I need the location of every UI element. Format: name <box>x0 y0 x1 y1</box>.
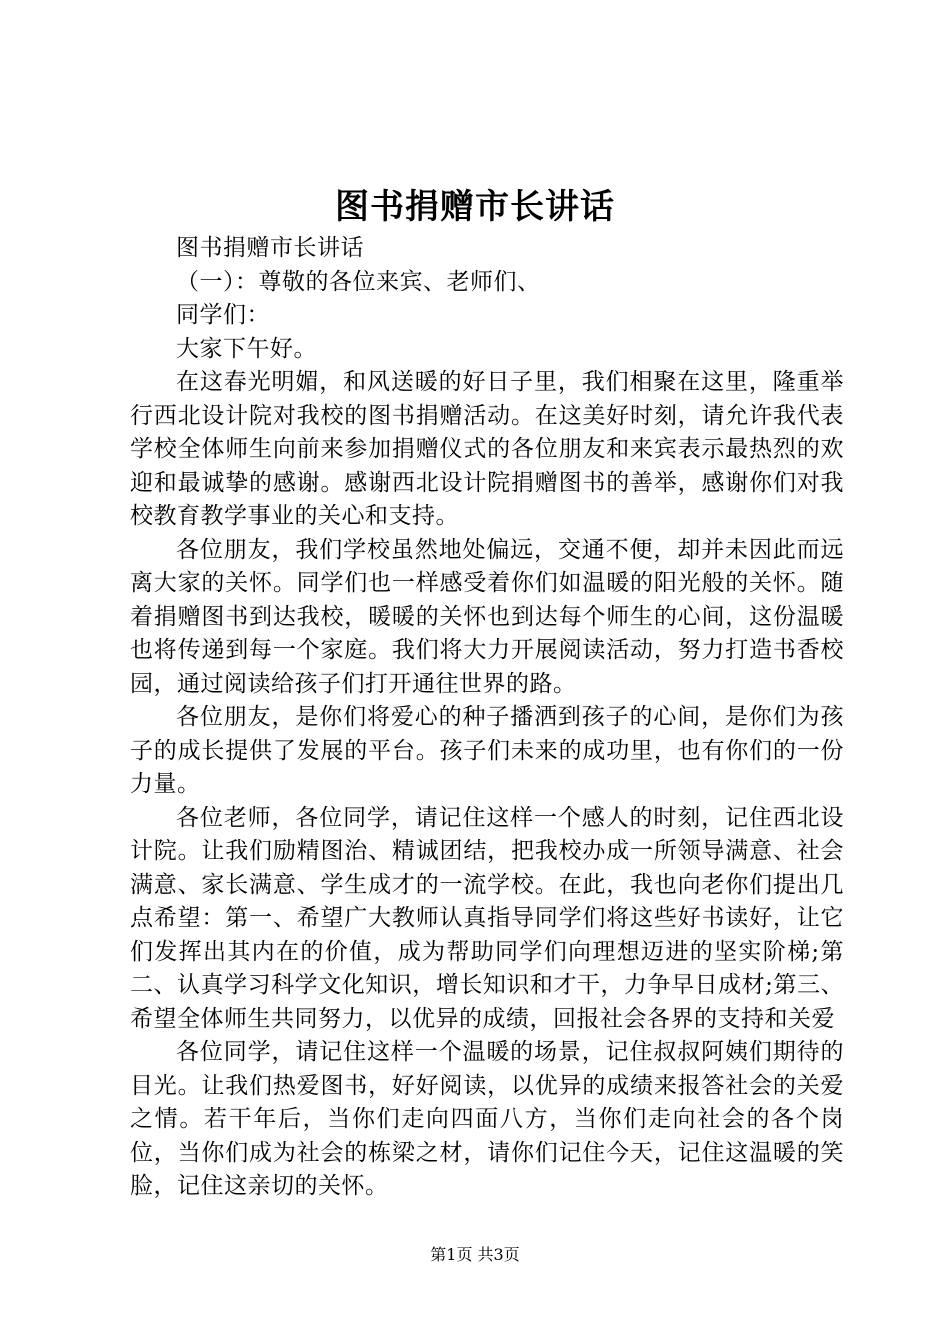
paragraph-body: 各位朋友，我们学校虽然地处偏远，交通不便，却并未因此而远离大家的关怀。同学们也一样感受着你们如温暖的阳光般的关怀。随着捐赠图书到达我校，暖暖的关怀也到达每个师生的心间，这份温暖也将传递到每一个家庭。我们将大力开展阅读活动，努力打造书香校园，通过阅读给孩子们打开通往世界的路。 <box>130 536 844 697</box>
document-title: 图书捐赠市长讲话 <box>335 187 615 227</box>
paragraph-salutation-continued: 同学们： <box>176 302 270 328</box>
page-number-footer: 第1页 共3页 <box>430 1245 520 1264</box>
paragraph-body: 在这春光明媚，和风送暖的好日子里，我们相聚在这里，隆重举行西北设计院对我校的图书捐赠活动。在这美好时刻，请允许我代表学校全体师生向前来参加捐赠仪式的各位朋友和来宾表示最热烈的欢迎和最诚挚的感谢。感谢西北设计院捐赠图书的善举，感谢你们对我校教育教学事业的关心和支持。 <box>130 369 844 529</box>
paragraph-subtitle: 图书捐赠市长讲话 <box>176 235 364 261</box>
paragraph-body: 各位老师，各位同学，请记住这样一个感人的时刻，记住西北设计院。让我们励精图治、精诚团结，把我校办成一所领导满意、社会满意、家长满意、学生成才的一流学校。在此，我也向老你们提出几点希望：第一、希望广大教师认真指导同学们将这些好书读好，让它们发挥出其内在的价值，成为帮助同学们向理想迈进的坚实阶梯;第二、认真学习科学文化知识，增长知识和才干，力争早日成材;第三、希望全体师生共同努力，以优异的成绩，回报社会各界的支持和关爱 <box>130 804 844 1032</box>
paragraph-body: 各位同学，请记住这样一个温暖的场景，记住叔叔阿姨们期待的目光。让我们热爱图书，好好阅读，以优异的成绩来报答社会的关爱之情。若干年后，当你们走向四面八方，当你们走向社会的各个岗位，当你们成为社会的栋梁之材，请你们记住今天，记住这温暖的笑脸，记住这亲切的关怀。 <box>130 1039 844 1199</box>
paragraph-salutation: （一）：尊敬的各位来宾、老师们、 <box>176 268 541 295</box>
paragraph-greeting: 大家下午好。 <box>176 335 317 362</box>
document-body <box>130 232 844 1204</box>
paragraph-body: 各位朋友，是你们将爱心的种子播洒到孩子的心间，是你们为孩子的成长提供了发展的平台。孩子们未来的成功里，也有你们的一份力量。 <box>130 704 844 797</box>
